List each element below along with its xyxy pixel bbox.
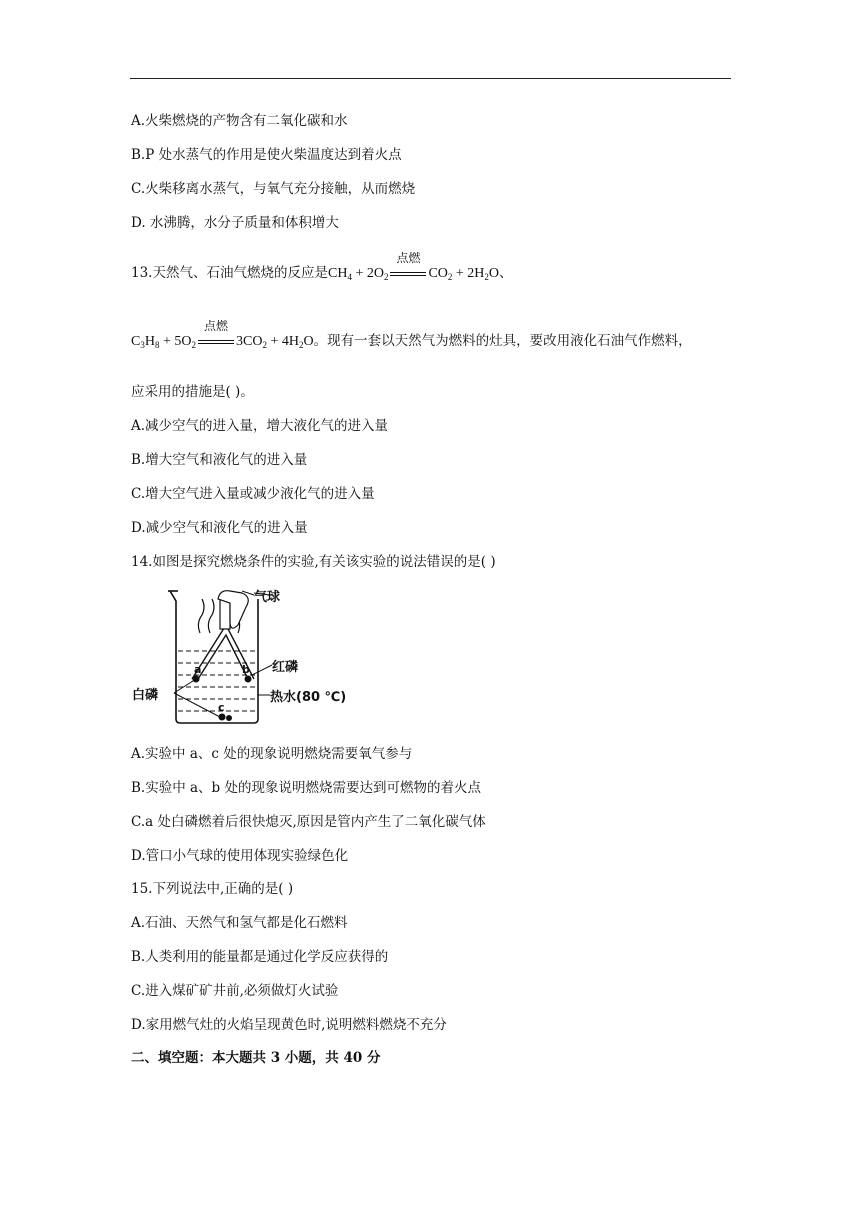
q15-option-c: C.进入煤矿矿井前,必须做灯火试验 [131, 983, 339, 999]
label-point-b: b [242, 663, 250, 676]
label-white-phosphorus: 白磷 [132, 688, 159, 703]
header-rule [130, 78, 731, 79]
label-hot-water: 热水(80 ℃) [270, 690, 347, 705]
equation-1: $CH_4 + 2O_2$ 点燃 $CO_2 + 2H_2O$ [327, 251, 500, 282]
q14-option-d: D.管口小气球的使用体现实验绿色化 [131, 848, 349, 864]
label-point-c: c [218, 701, 225, 714]
label-balloon: 气球 [254, 590, 281, 605]
q13-line1 [131, 251, 513, 283]
equation-2: $C_3H_8 + 5O_2$ 点燃 $3CO_2 + 4H_2O$ [131, 319, 314, 350]
q14-option-c: C.a 处白磷燃着后很快熄灭,原因是管内产生了二氧化碳气体 [131, 814, 486, 830]
q13-option-a: A.减少空气的进入量，增大液化气的进入量 [131, 418, 389, 434]
q14-option-a: A.实验中 a、c 处的现象说明燃烧需要氧气参与 [131, 746, 413, 762]
q12-option-c: C.火柴移离水蒸气，与氧气充分接触，从而燃烧 [131, 181, 416, 197]
reaction-condition: 点燃 [390, 265, 426, 283]
q14-stem: 14.如图是探究燃烧条件的实验,有关该实验的说法错误的是( ) [131, 554, 496, 570]
q13-lead: 13.天然气、石油气燃烧的反应是 [131, 265, 328, 281]
section2-heading: 二、填空题：本大题共 3 小题，共 40 分 [131, 1050, 381, 1066]
q13-separator: 、 [499, 265, 513, 281]
q13-option-d: D.减少空气和液化气的进入量 [131, 520, 308, 536]
reaction-condition: 点燃 [198, 333, 234, 351]
q13-option-c: C.增大空气进入量或减少液化气的进入量 [131, 486, 375, 502]
combustion-experiment-figure [130, 585, 370, 730]
q13-tail: 。现有一套以天然气为燃料的灶具，要改用液化石油气作燃料， [313, 333, 692, 349]
q14-option-b: B.实验中 a、b 处的现象说明燃烧需要达到可燃物的着火点 [131, 780, 481, 796]
q13-line2 [131, 319, 692, 351]
q15-option-b: B.人类利用的能量都是通过化学反应获得的 [131, 949, 389, 965]
q15-option-a: A.石油、天然气和氢气都是化石燃料 [131, 915, 348, 931]
q13-line3: 应采用的措施是( )。 [131, 384, 254, 400]
q12-option-d: D. 水沸腾，水分子质量和体积增大 [131, 215, 339, 231]
q15-option-d: D.家用燃气灶的火焰呈现黄色时,说明燃料燃烧不充分 [131, 1017, 447, 1033]
q12-option-a: A.火柴燃烧的产物含有二氧化碳和水 [131, 113, 348, 129]
q12-option-b: B.P 处水蒸气的作用是使火柴温度达到着火点 [131, 147, 402, 163]
label-point-a: a [194, 663, 202, 676]
label-red-phosphorus: 红磷 [272, 660, 299, 675]
q15-stem: 15.下列说法中,正确的是( ) [131, 881, 294, 897]
q13-option-b: B.增大空气和液化气的进入量 [131, 452, 308, 468]
